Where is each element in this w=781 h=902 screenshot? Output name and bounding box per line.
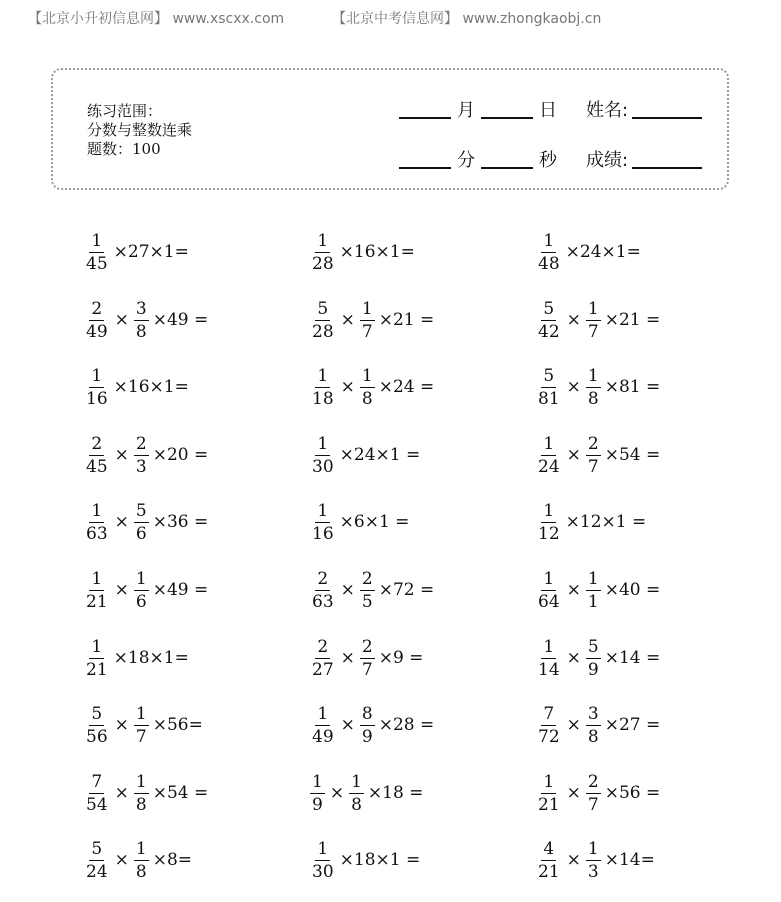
fraction-denominator: 30 [312,861,334,882]
fraction [536,772,562,815]
problem-expression: ×54 = [152,783,209,803]
fraction-denominator: 8 [135,794,147,815]
fraction-denominator: 7 [587,794,599,815]
fraction-numerator: 1 [135,568,147,589]
fraction-numerator: 7 [91,771,103,792]
problem-item [534,362,660,412]
problem-item [534,565,660,615]
month-label: 月 [457,100,475,121]
fraction-numerator: 1 [317,365,329,386]
worksheet-info [87,102,192,159]
fraction [84,839,110,882]
fraction [360,569,375,612]
fraction [84,366,110,409]
problem-expression: ×18×1 = [339,850,421,870]
problem-expression: ×18 = [367,783,424,803]
fraction [536,637,562,680]
fraction-denominator: 18 [312,388,334,409]
banner-right-link[interactable]: 【北京中考信息网】 www.zhongkaobj.cn [332,11,602,27]
multiply-sign: × [114,310,129,330]
count-label: 题数： [87,140,133,158]
fraction-denominator: 21 [86,659,108,680]
second-label: 秒 [539,150,557,171]
fraction-denominator: 8 [587,726,599,747]
fraction-denominator: 72 [538,726,560,747]
fraction-denominator: 16 [312,523,334,544]
fraction [134,434,149,477]
fraction-denominator: 5 [361,591,373,612]
multiply-sign: × [566,580,581,600]
multiply-sign: × [340,648,355,668]
fraction [310,366,336,409]
fraction-denominator: 28 [312,321,334,342]
problem-item [534,497,646,547]
fraction-numerator: 1 [135,703,147,724]
problem-item [308,227,415,277]
fraction-denominator: 16 [86,388,108,409]
day-field[interactable] [481,96,557,122]
problem-item [82,362,189,412]
fraction [134,839,149,882]
multiply-sign: × [340,377,355,397]
fraction [536,434,562,477]
fraction [84,299,110,342]
fraction-numerator: 1 [91,230,103,251]
problem-item [82,700,203,750]
multiply-sign: × [114,580,129,600]
fraction-numerator: 2 [587,433,599,454]
fraction-denominator: 21 [538,861,560,882]
score-field[interactable] [586,146,702,172]
fraction-numerator: 4 [543,838,555,859]
multiply-sign: × [340,580,355,600]
fraction-numerator: 5 [543,298,555,319]
fraction-denominator: 49 [312,726,334,747]
name-label: 姓名: [586,100,629,121]
fraction [310,772,325,815]
fraction [536,299,562,342]
fraction-numerator: 5 [135,500,147,521]
fraction-numerator: 5 [91,703,103,724]
problem-item [534,633,660,683]
problem-expression: ×40 = [604,580,661,600]
fraction-denominator: 81 [538,388,560,409]
fraction-denominator: 48 [538,253,560,274]
fraction-numerator: 1 [543,636,555,657]
fraction-numerator: 5 [543,365,555,386]
fraction-numerator: 1 [91,636,103,657]
fraction-denominator: 7 [587,321,599,342]
fraction-numerator: 1 [587,838,599,859]
fraction [134,569,149,612]
fraction-denominator: 7 [135,726,147,747]
fraction-numerator: 1 [543,433,555,454]
fraction-denominator: 3 [587,861,599,882]
multiply-sign: × [566,715,581,735]
fraction-numerator: 1 [543,771,555,792]
problem-item [82,633,189,683]
problem-expression: ×56 = [604,783,661,803]
problem-expression: ×49 = [152,310,209,330]
multiply-sign: × [114,445,129,465]
problem-item [308,835,420,885]
fraction-numerator: 3 [587,703,599,724]
fraction-numerator: 1 [312,771,323,792]
problem-expression: ×54 = [604,445,661,465]
multiply-sign: × [566,783,581,803]
problem-item [534,430,660,480]
problem-expression: ×12×1 = [565,512,647,532]
fraction [134,704,149,747]
multiply-sign: × [566,648,581,668]
fraction [586,637,601,680]
multiply-sign: × [114,850,129,870]
fraction-numerator: 2 [587,771,599,792]
multiply-sign: × [340,310,355,330]
fraction [134,299,149,342]
problem-expression: ×24 = [378,377,435,397]
problem-item [534,227,641,277]
fraction-numerator: 2 [91,298,103,319]
fraction-denominator: 63 [312,591,334,612]
fraction-denominator: 6 [135,591,147,612]
fraction-denominator: 27 [312,659,334,680]
fraction-denominator: 45 [86,456,108,477]
fraction-numerator: 5 [317,298,329,319]
problem-item [82,565,208,615]
fraction-denominator: 56 [86,726,108,747]
fraction-numerator: 1 [543,568,555,589]
fraction-denominator: 8 [135,861,147,882]
fraction-numerator: 2 [317,568,329,589]
multiply-sign: × [566,377,581,397]
fraction-denominator: 28 [312,253,334,274]
fraction [84,637,110,680]
fraction [84,704,110,747]
fraction-denominator: 14 [538,659,560,680]
problem-item [534,768,660,818]
fraction [360,366,375,409]
problem-expression: ×20 = [152,445,209,465]
fraction-denominator: 8 [135,321,147,342]
multiply-sign: × [566,310,581,330]
fraction-denominator: 24 [86,861,108,882]
fraction-numerator: 1 [317,703,329,724]
fraction [360,299,375,342]
fraction-numerator: 1 [587,568,599,589]
fraction [349,772,364,815]
name-field[interactable] [586,96,702,122]
fraction-numerator: 5 [587,636,599,657]
fraction [586,772,601,815]
problem-item [82,497,208,547]
fraction-numerator: 2 [135,433,147,454]
minute-label: 分 [457,150,475,171]
fraction-denominator: 7 [587,456,599,477]
fraction-numerator: 1 [361,365,373,386]
fraction-denominator: 8 [587,388,599,409]
fraction-denominator: 64 [538,591,560,612]
fraction-denominator: 45 [86,253,108,274]
fraction [310,299,336,342]
fraction-numerator: 5 [91,838,103,859]
problem-item [534,835,655,885]
fraction-numerator: 1 [361,298,373,319]
multiply-sign: × [340,715,355,735]
problem-expression: ×8= [152,850,193,870]
fraction [536,231,562,274]
fraction [586,434,601,477]
problem-expression: ×49 = [152,580,209,600]
fraction [536,569,562,612]
problem-expression: ×18×1= [113,648,189,668]
problem-item [308,362,434,412]
fraction [134,772,149,815]
problem-item [308,295,434,345]
fraction-denominator: 8 [361,388,373,409]
problem-item [308,768,423,818]
fraction-denominator: 9 [312,794,323,815]
day-label: 日 [539,100,557,121]
fraction-denominator: 54 [86,794,108,815]
problem-expression: ×14= [604,850,655,870]
month-field[interactable] [399,96,475,122]
problem-expression: ×16×1= [113,377,189,397]
fraction [84,501,110,544]
practice-label: 练习范围： [87,102,163,120]
fraction [536,366,562,409]
worksheet-header [51,68,729,190]
problem-item [308,700,434,750]
fraction-denominator: 9 [361,726,373,747]
problem-expression: ×21 = [378,310,435,330]
problem-expression: ×27 = [604,715,661,735]
fraction-numerator: 2 [361,568,373,589]
problem-item [82,430,208,480]
fraction [360,637,375,680]
fraction-denominator: 8 [351,794,362,815]
problem-item [308,497,409,547]
fraction-numerator: 1 [543,500,555,521]
fraction [84,434,110,477]
fraction [84,772,110,815]
fraction-numerator: 1 [135,838,147,859]
fraction-numerator: 1 [587,365,599,386]
fraction [310,637,336,680]
fraction-denominator: 7 [361,321,373,342]
problem-item [82,835,192,885]
problem-expression: ×28 = [378,715,435,735]
problem-expression: ×16×1= [339,242,415,262]
fraction [310,231,336,274]
banner-left-link[interactable]: 【北京小升初信息网】 www.xscxx.com [28,11,285,27]
fraction-denominator: 24 [538,456,560,477]
minute-field[interactable] [399,146,475,172]
fraction-numerator: 1 [351,771,362,792]
fraction [310,434,336,477]
problem-item [308,430,420,480]
multiply-sign: × [566,445,581,465]
fraction-denominator: 63 [86,523,108,544]
problem-expression: ×6×1 = [339,512,410,532]
fraction-numerator: 1 [91,500,103,521]
fraction [310,839,336,882]
fraction-numerator: 1 [91,568,103,589]
fraction-denominator: 12 [538,523,560,544]
problem-expression: ×81 = [604,377,661,397]
fraction-numerator: 1 [543,230,555,251]
problem-expression: ×24×1= [565,242,641,262]
problem-item [308,633,423,683]
fraction-denominator: 9 [587,659,599,680]
fraction-denominator: 6 [135,523,147,544]
fraction-denominator: 42 [538,321,560,342]
count-value: 100 [132,140,161,158]
problem-expression: ×14 = [604,648,661,668]
fraction [310,704,336,747]
problem-item [82,227,189,277]
fraction-denominator: 7 [361,659,373,680]
problem-expression: ×72 = [378,580,435,600]
problem-expression: ×27×1= [113,242,189,262]
multiply-sign: × [114,715,129,735]
fraction-denominator: 49 [86,321,108,342]
fraction [586,569,601,612]
problem-expression: ×56= [152,715,203,735]
fraction-numerator: 2 [317,636,329,657]
fraction [310,569,336,612]
fraction [586,366,601,409]
multiply-sign: × [566,850,581,870]
problem-item [534,295,660,345]
fraction-numerator: 1 [317,433,329,454]
problem-item [308,565,434,615]
fraction-numerator: 8 [361,703,373,724]
fraction-numerator: 1 [135,771,147,792]
fraction [536,704,562,747]
fraction-denominator: 30 [312,456,334,477]
fraction-numerator: 7 [543,703,555,724]
practice-topic: 分数与整数连乘 [87,121,193,139]
problem-item [82,768,208,818]
problem-expression: ×9 = [378,648,424,668]
problem-count [87,140,192,159]
problem-expression: ×24×1 = [339,445,421,465]
problem-item [82,295,208,345]
fraction [536,501,562,544]
fraction-numerator: 2 [91,433,103,454]
fraction-numerator: 1 [91,365,103,386]
fraction [310,501,336,544]
multiply-sign: × [114,783,129,803]
score-label: 成绩: [586,150,629,171]
fraction-denominator: 21 [86,591,108,612]
fraction-numerator: 2 [361,636,373,657]
fraction-numerator: 1 [587,298,599,319]
fraction-numerator: 3 [135,298,147,319]
multiply-sign: × [114,512,129,532]
second-field[interactable] [481,146,557,172]
fraction-denominator: 1 [587,591,599,612]
fraction-numerator: 1 [317,500,329,521]
fraction [586,299,601,342]
multiply-sign: × [329,783,345,803]
problem-expression: ×36 = [152,512,209,532]
problem-expression: ×21 = [604,310,661,330]
fraction [134,501,149,544]
fraction [536,839,562,882]
fraction [84,569,110,612]
fraction [586,839,601,882]
fraction [360,704,375,747]
fraction-denominator: 21 [538,794,560,815]
fraction-numerator: 1 [317,838,329,859]
fraction-denominator: 3 [135,456,147,477]
fraction [84,231,110,274]
fraction-numerator: 1 [317,230,329,251]
fraction [586,704,601,747]
problem-item [534,700,660,750]
